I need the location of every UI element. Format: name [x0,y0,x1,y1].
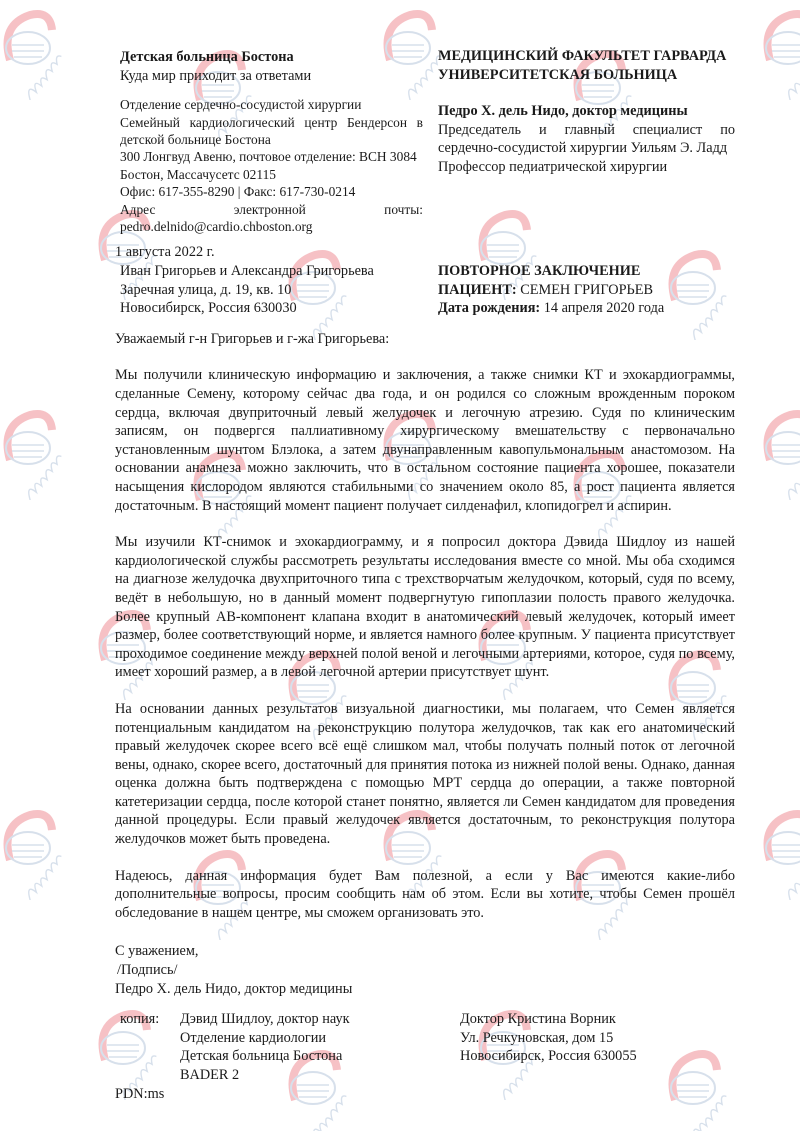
hospital-name: Детская больница Бостона [120,49,294,65]
cc-block [115,1010,735,1103]
letter-date: 1 августа 2022 г. [115,244,215,261]
paragraph-recommendation: На основании данных результатов визуальной диагностики, мы полагаем, что Семен является потенциальным кандидатом на реконструкцию полутора желудочков, так как его анатомический правый желудочек скорее всего всё ещё слишком мал, чтобы получать полный поток от легочной вены, однако, скорее всего, достаточный для принятия потока из нижней полой вены. Однако, данная оценка должна быть подтверждена с помощью МРТ сердца до операции, а также повторной катетеризации сердца, после которой станет понятно, является ли Семен кандидатом для проведения данной процедуры. Если правый желудочек является достаточным, то реконструкция полутора желудочков может быть проведена. [115,700,735,848]
address-line: 300 Лонгвуд Авеню, почтовое отделение: BCH 3084 [120,149,417,165]
cc1-building: BADER 2 [180,1067,240,1083]
initials: PDN:ms [115,1085,165,1102]
subject-heading: ПОВТОРНОЕ ЗАКЛЮЧЕНИЕ [438,263,641,280]
addressee-city: Новосибирск, Россия 630030 [120,300,297,317]
center-name: Семейный кардиологический центр Бендерсон в детской больнице Бостона [120,114,423,147]
doctor-name: Педро Х. дель Нидо, доктор медицины [438,103,688,120]
subject-block [438,262,735,318]
left-letterhead [115,48,423,235]
doctor-title: Председатель и главный специалист по сердечно-сосудистой хирургии Уильям Э. Ладд [438,121,735,157]
letter-body [115,366,735,922]
patient-name: СЕМЕН ГРИГОРЬЕВ [520,281,654,298]
cc-recipient-2 [460,1010,637,1084]
address-subject-row [115,262,735,318]
signer-name: Педро Х. дель Нидо, доктор медицины [115,980,353,997]
email-line: Адрес электронной почты: pedro.delnido@cardio.chboston.org [120,201,423,235]
right-letterhead [438,48,735,235]
addressee-street: Заречная улица, д. 19, кв. 10 [120,281,292,298]
addressee [115,262,423,318]
cc1-name: Дэвид Шидлоу, доктор наук [180,1011,350,1028]
cc-label: копия: [120,1011,160,1028]
phone-fax: Офис: 617-355-8290 | Факс: 617-730-0214 [120,184,356,200]
department: Отделение сердечно-сосудистой хирургии [120,97,362,113]
cc1-hospital: Детская больница Бостона [180,1048,343,1065]
paragraph-findings: Мы изучили КТ-снимок и эхокардиограмму, и я попросил доктора Дэвида Шидлоу из нашей кардиологической службы рассмотреть результаты исследования вместе со мной. Мы оба сходимся на диагнозе желудочка двухприточного типа с трехстворчатым желудочком, который, судя по всему, ведёт в небольшую, но в данный момент подвергнутую гипоплазии полость правого желудочка. Более крупный АВ-компонент клапана входит в анатомический левый желудочек, который имеет размер, более соответствующий норме, и является намного более крупным. У пациента присутствует проходимое соединение между верхней полой веной и легочными артериями, которое, судя по всему, имеет хороший размер, а в левой легочной артерии присутствует шунт. [115,534,735,681]
paragraph-closing: Надеюсь, данная информация будет Вам полезной, а если у Вас имеются какие-либо дополнительные вопросы, просим сообщить нам об этом. Если вы хотите, чтобы Семен прошёл обследование в нашем центре, мы сможем организовать это. [115,867,735,921]
greeting: Уважаемый г-н Григорьев и г-жа Григорьева: [115,330,390,347]
doctor-professorship: Профессор педиатрической хирургии [438,158,668,175]
addressee-name: Иван Григорьев и Александра Григорьева [120,263,374,280]
dob-label: Дата рождения: [438,300,541,317]
letterhead [115,48,735,235]
paragraph-history: Мы получили клиническую информацию и заключения, а также снимки КТ и эхокардиограммы, сделанные Семену, которому сейчас два года, и он родился со сложным врожденным пороком сердца, включая двуприточный левый желудочек и легочную атрезию. Судя по клиническим записям, он подвергся паллиативному хирургическому вмешательству с первоначально установленным шунтом Блэлока, а затем двунаправленным кавопульмональным анастомозом. На основании анамнеза можно заключить, что в остальном состояние пациента хорошее, показатели насыщения кислородом являются стабильными со значением около 85, а рост пациента является достаточным. В настоящий момент пациент получает силденафил, клопидогрел и аспирин. [115,367,735,514]
cc2-street: Ул. Речкуновская, дом 15 [460,1029,614,1046]
closing-block [115,942,735,998]
patient-label: ПАЦИЕНТ: [438,281,517,298]
university-hospital: УНИВЕРСИТЕТСКАЯ БОЛЬНИЦА [438,66,678,83]
cc-recipient-1 [180,1010,460,1084]
cc1-dept: Отделение кардиологии [180,1029,327,1046]
city-line: Бостон, Массачусетс 02115 [120,166,276,182]
signature: /Подпись/ [117,962,178,979]
institution: МЕДИЦИНСКИЙ ФАКУЛЬТЕТ ГАРВАРДА [438,48,727,64]
tagline: Куда мир приходит за ответами [120,67,312,84]
salutation: С уважением, [115,943,199,960]
dob-value: 14 апреля 2020 года [543,300,665,317]
cc2-name: Доктор Кристина Ворник [460,1011,616,1028]
cc2-city: Новосибирск, Россия 630055 [460,1048,637,1065]
